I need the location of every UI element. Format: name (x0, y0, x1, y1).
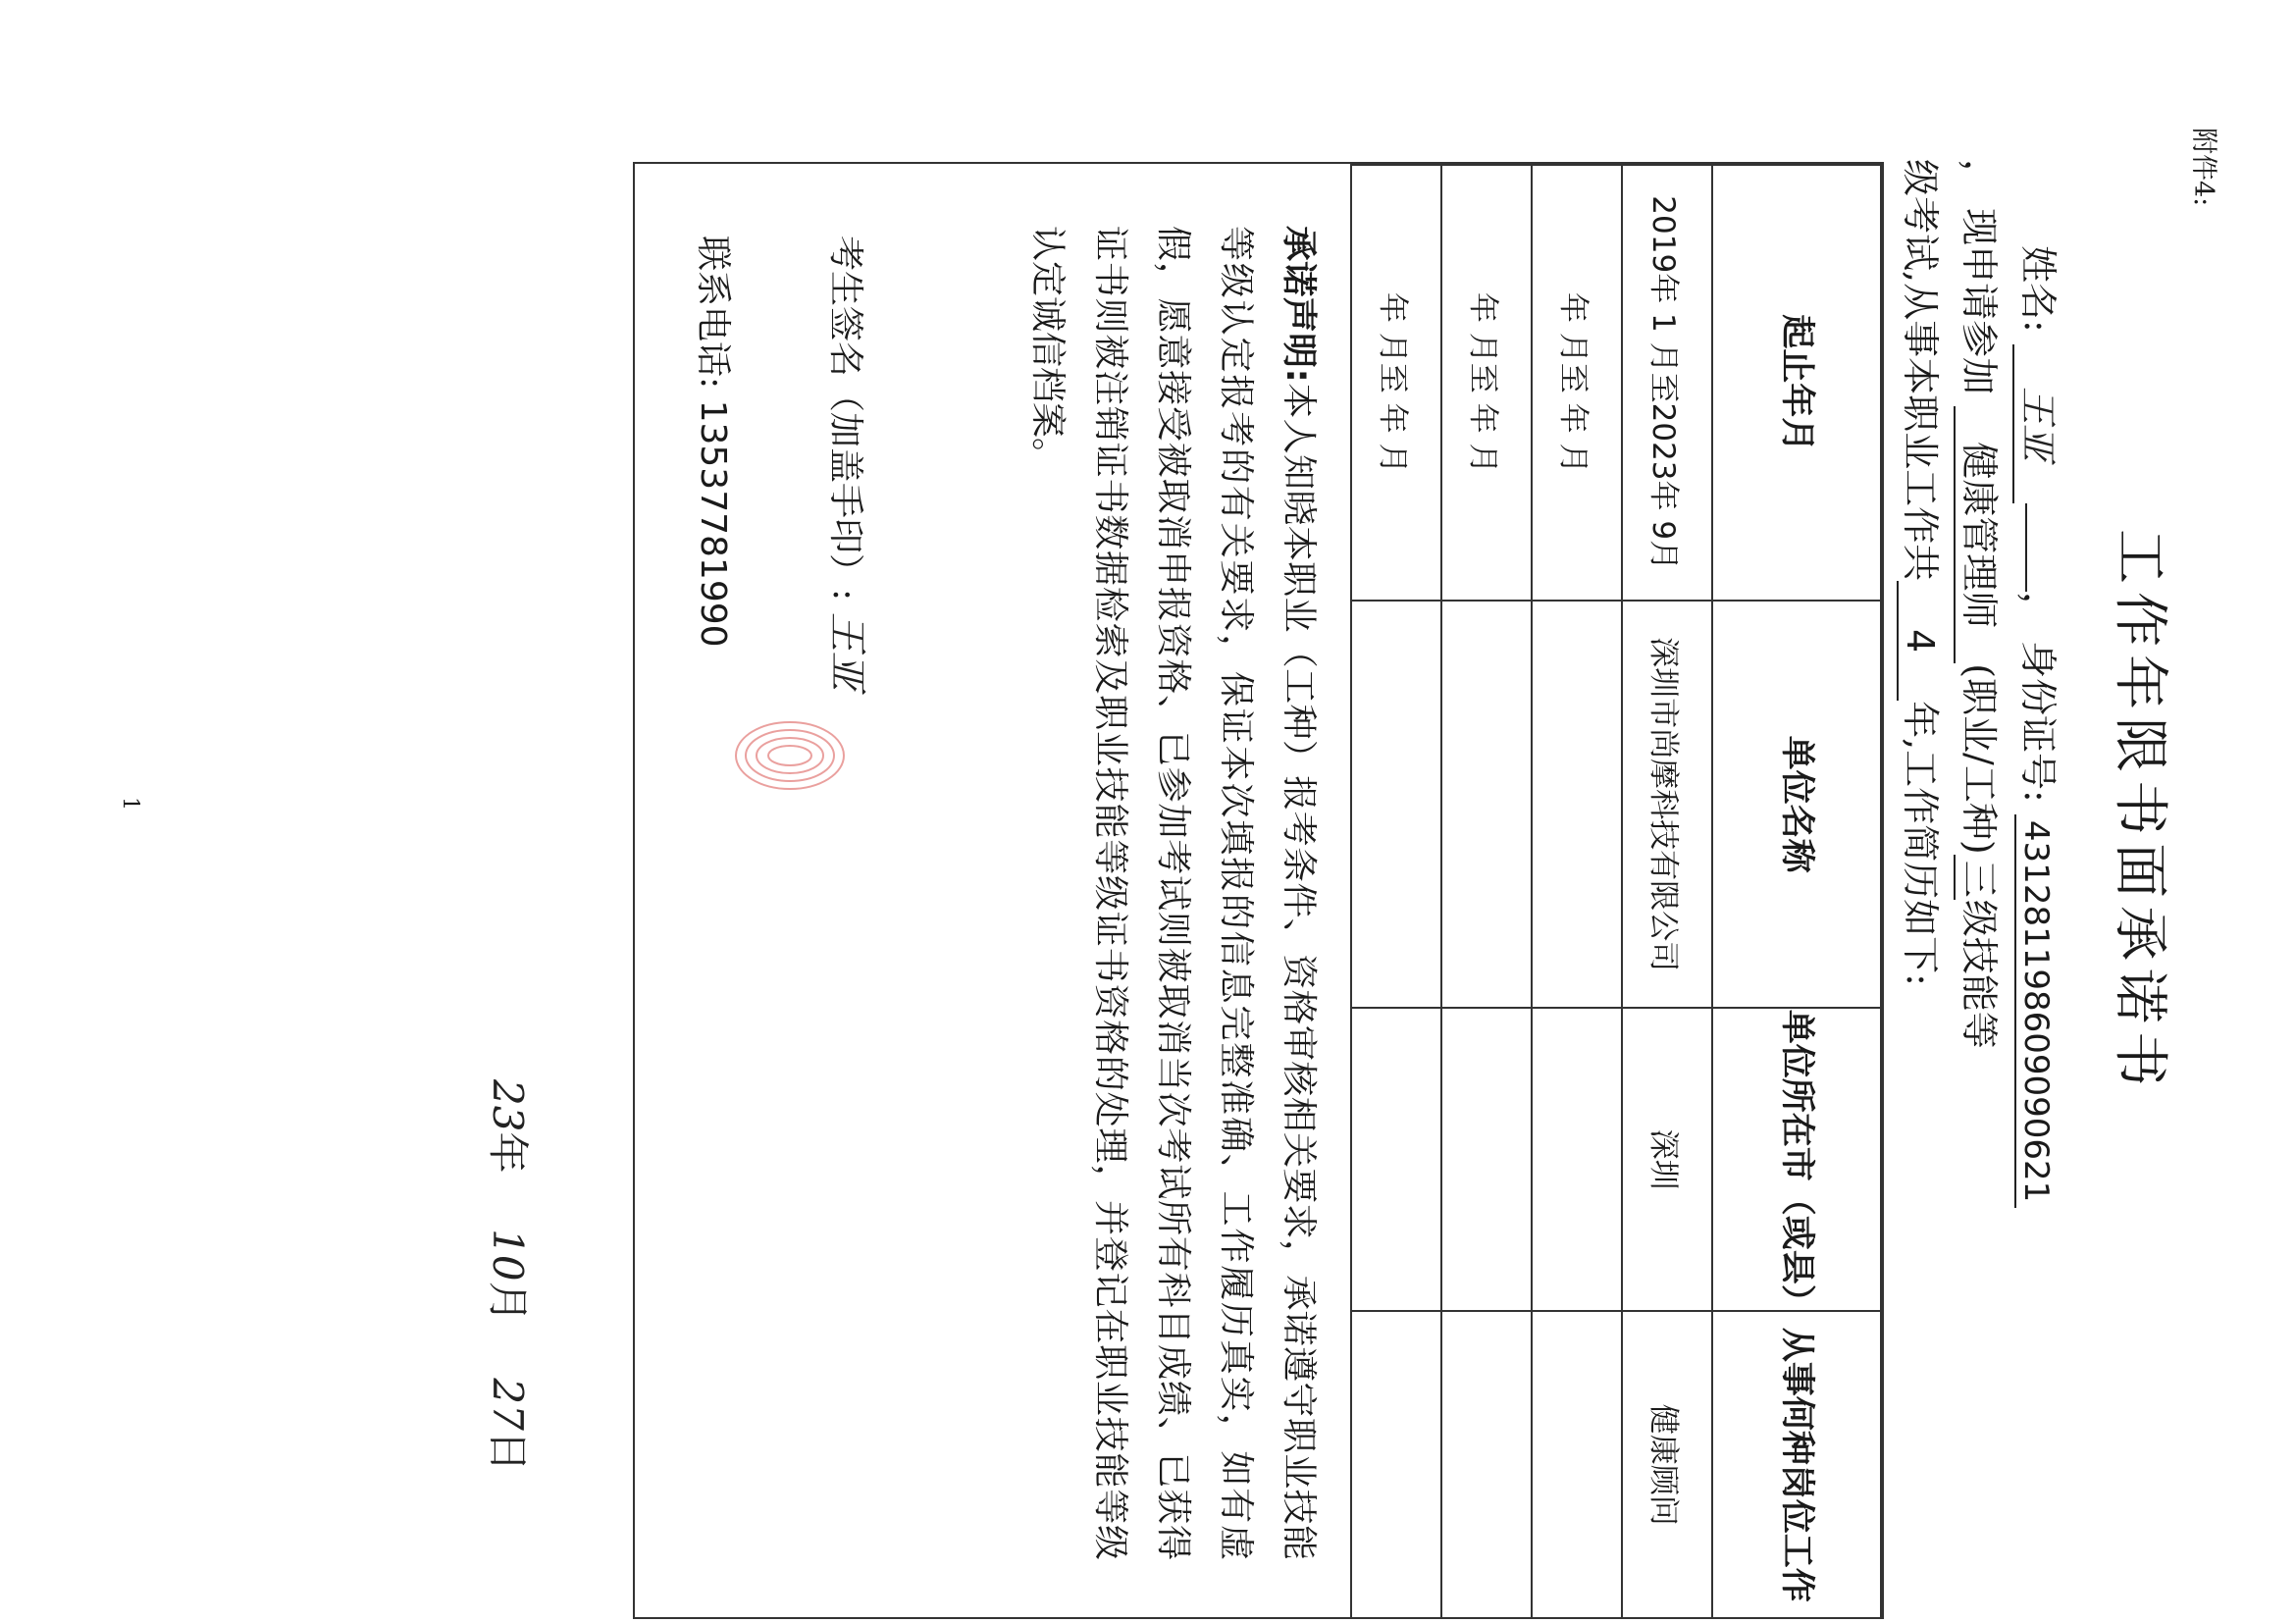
apply-prefix: 现申请参加 (1957, 208, 2001, 395)
phone-value: 13537781990 (693, 399, 733, 648)
statement-text: 本人知晓本职业（工种）报考条件、资格审核相关要求，承诺遵守职业技能等级认定报考的有关要求，保证本次填报的信息完整准确、工作履历真实，如有虚假，愿意接受被取消申报资格、已参加考试则被取消当次考试所有科目成绩、已获得证书则被注销证书数据检索及职业技能等级证书资格的处理，并登记在职业技能等级认定诚信档案。 (1027, 226, 1319, 1560)
occupation-value: 健康管理师 (1954, 406, 2009, 663)
page-number: 1 (118, 797, 142, 811)
intro-line-2: ， 现申请参加 健康管理师(职业/工种)三级技能等 (1954, 159, 2009, 1049)
cell-company (1532, 601, 1622, 1007)
signature-date: 23年 10月 27日 (484, 1079, 532, 1472)
date-year: 23 (484, 1079, 532, 1132)
id-label: 身份证号: (2016, 641, 2060, 803)
signature-label: 考生签名（加盖手印）: (825, 236, 865, 602)
cell-post (1441, 1311, 1532, 1618)
date-month: 10 (484, 1229, 532, 1282)
cell-period: 年 月至 年 月 (1351, 165, 1441, 601)
table-header-row (1712, 165, 1881, 1618)
cell-city (1441, 1008, 1532, 1312)
phone-label: 联系电话: (693, 236, 733, 390)
table-row (1441, 165, 1532, 1618)
cell-company (1351, 601, 1441, 1007)
cell-city (1532, 1008, 1622, 1312)
line3-suffix: 年,工作简历如下: (1899, 701, 1942, 986)
cell-period: 2019年 1 月至2023年 9月 (1622, 165, 1712, 601)
level-value: 三 (1954, 855, 2009, 900)
document-title: 工作年限书面承诺书 (2108, 529, 2171, 1094)
signature-line (822, 236, 878, 691)
statement-label: 承诺声明: (1278, 226, 1319, 383)
cell-post (1351, 1311, 1441, 1618)
cell-city: 深圳 (1622, 1008, 1712, 1312)
header-post: 从事何种岗位工作 (1712, 1311, 1881, 1618)
cell-post: 健康顾问 (1622, 1311, 1712, 1618)
years-value: 4 (1897, 581, 1942, 701)
cell-company (1441, 601, 1532, 1007)
table-row (1622, 165, 1712, 1618)
cell-city (1351, 1008, 1441, 1312)
name-underline (2025, 503, 2027, 592)
intro-line-1: 姓名: 王亚， 身份证号: 431281198609090621 (2012, 245, 2068, 1208)
table-row (1351, 165, 1441, 1618)
name-label: 姓名: (2016, 245, 2060, 333)
occupation-suffix: (职业/工种) (1957, 663, 2001, 855)
cell-period: 年 月至 年 月 (1441, 165, 1532, 601)
table-row (1532, 165, 1622, 1618)
intro-line-3 (1897, 159, 1951, 986)
attachment-label: 附件4: (2188, 128, 2218, 207)
work-history-table (1350, 164, 1882, 1619)
handwritten-signature: 王亚 (824, 611, 869, 691)
line3-prefix: 级考试,从事本职业工作共 (1899, 159, 1942, 582)
cell-post (1532, 1311, 1622, 1618)
date-day: 27 (484, 1378, 532, 1431)
name-value: 王亚 (2012, 344, 2068, 503)
cell-period: 年 月至 年 月 (1532, 165, 1622, 601)
phone-line (691, 236, 741, 648)
cell-company: 深圳市尚摩科技有限公司 (1622, 601, 1712, 1007)
level-suffix: 级技能等 (1957, 899, 2001, 1049)
fingerprint-stamp (721, 707, 859, 805)
commitment-statement (1016, 226, 1330, 1560)
header-company: 单位名称 (1712, 601, 1881, 1007)
header-city: 单位所在市（或县） (1712, 1008, 1881, 1312)
header-period: 起止年月 (1712, 165, 1881, 601)
id-value: 431281198609090621 (2014, 814, 2056, 1208)
